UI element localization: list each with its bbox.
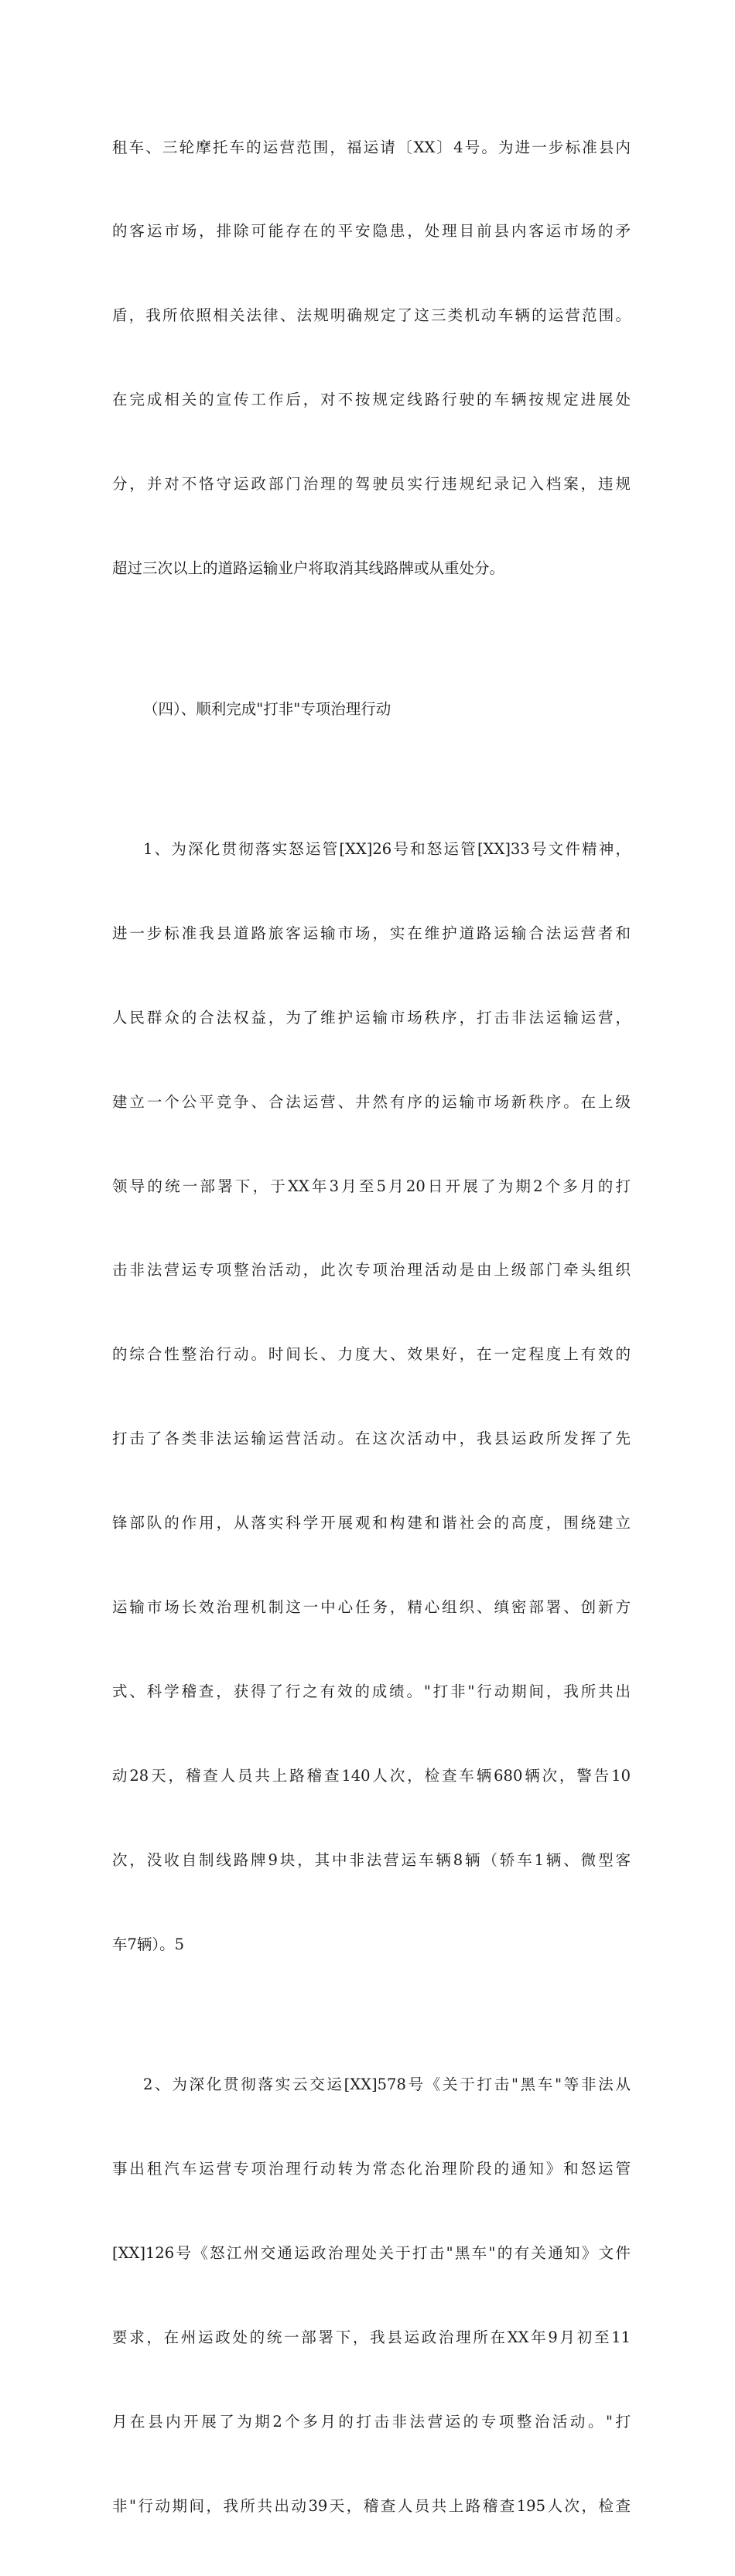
text-line: 的综合性整治行动。时间长、力度大、效果好，在一定程度上有效的 <box>112 1345 631 1364</box>
text-line: 建立一个公平竞争、合法运营、井然有序的运输市场新秩序。在上级 <box>112 1092 631 1111</box>
text-line: 分，并对不恪守运政部门治理的驾驶员实行违规纪录记入档案，违规 <box>112 475 631 494</box>
section-heading <box>112 639 631 779</box>
text-line: 在完成相关的宣传工作后，对不按规定线路行驶的车辆按规定进展处 <box>112 391 631 409</box>
paragraph-item-2 <box>112 2014 631 2576</box>
text-line: 锋部队的作用，从落实科学开展观和构建和谐社会的高度，围绕建立 <box>112 1514 631 1532</box>
text-line: 运输市场长效治理机制这一中心任务，精心组织、缜密部署、创新方 <box>112 1598 631 1617</box>
text-line: 租车、三轮摩托车的运营范围，福运请〔XX〕4号。为进一步标准县内 <box>112 138 631 156</box>
document-body <box>112 77 631 2576</box>
text-line: 进一步标准我县道路旅客运输市场，实在维护道路运输合法运营者和 <box>112 924 631 942</box>
text-line: 击非法营运专项整治活动，此次专项治理活动是由上级部门牵头组织 <box>112 1261 631 1279</box>
heading-text: （四）、顺利完成"打非"专项治理行动 <box>143 699 391 718</box>
text-line: 非"行动期间，我所共出动39天，稽查人员共上路稽查195人次，检查 <box>112 2496 631 2515</box>
text-line: 盾，我所依照相关法律、法规明确规定了这三类机动车辆的运营范围。 <box>112 306 631 325</box>
text-line: 打击了各类非法运输运营活动。在这次活动中，我县运政所发挥了先 <box>112 1430 631 1448</box>
paragraph-operating-scope <box>112 77 631 639</box>
text-line: 超过三次以上的道路运输业户将取消其线路牌或从重处分。 <box>112 559 505 578</box>
text-line: 车7辆）。5 <box>112 1935 185 1953</box>
paragraph-item-1 <box>112 779 631 2014</box>
text-line: 动28天，稽查人员共上路稽查140人次，检查车辆680辆次，警告10 <box>112 1766 631 1785</box>
text-line: 事出租汽车运营专项治理行动转为常态化治理阶段的通知》和怒运管 <box>112 2159 631 2178</box>
text-line: 次，没收自制线路牌9块，其中非法营运车辆8辆（轿车1辆、微型客 <box>112 1850 631 1869</box>
text-line: 式、科学稽查，获得了行之有效的成绩。"打非"行动期间，我所共出 <box>112 1682 631 1700</box>
text-line: [XX]126号《怒江州交通运政治理处关于打击"黑车"的有关通知》文件 <box>112 2243 631 2262</box>
text-line: 领导的统一部署下，于XX年3月至5月20日开展了为期2个多月的打 <box>112 1177 631 1195</box>
text-line: 要求，在州运政处的统一部署下，我县运政治理所在XX年9月初至11 <box>112 2328 631 2346</box>
text-line: 1、为深化贯彻落实怒运管[XX]26号和怒运管[XX]33号文件精神， <box>143 840 631 859</box>
text-line: 月在县内开展了为期2个多月的打击非法营运的专项整治活动。"打 <box>112 2412 631 2431</box>
text-line: 2、为深化贯彻落实云交运[XX]578号《关于打击"黑车"等非法从 <box>143 2075 631 2094</box>
text-line: 人民群众的合法权益，为了维护运输市场秩序，打击非法运输运营， <box>112 1008 631 1027</box>
text-line: 的客运市场，排除可能存在的平安隐患，处理目前县内客运市场的矛 <box>112 222 631 241</box>
